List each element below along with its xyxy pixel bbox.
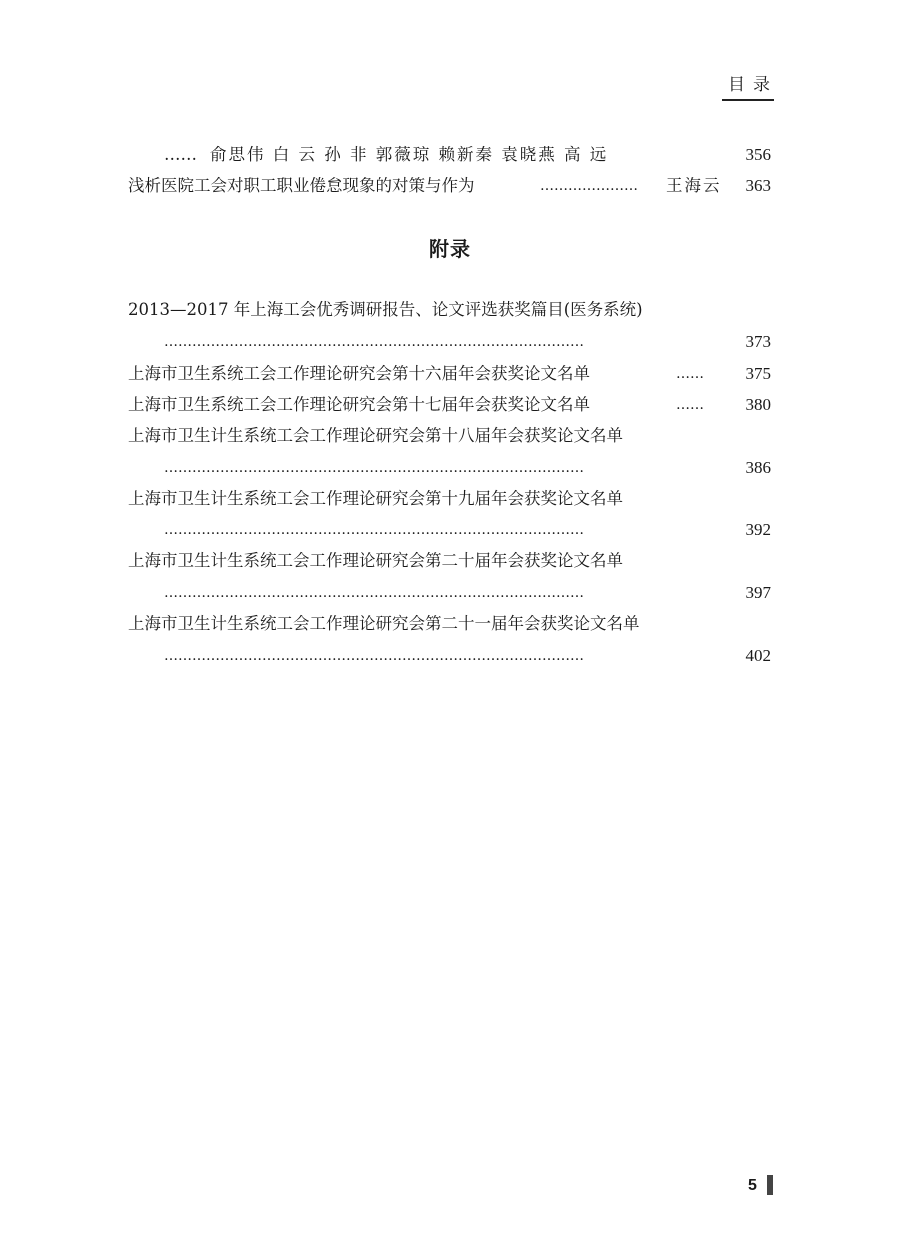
toc-leader: ………………………………………………………………………………: [164, 585, 584, 601]
appendix-entry-title: [128, 549, 771, 573]
appendix-entry-leader-line: [128, 456, 771, 480]
appendix-entry-title: [128, 298, 771, 322]
toc-page-number: 373: [745, 332, 771, 351]
toc-page-number: 402: [745, 646, 771, 665]
toc-leader: …………………: [540, 178, 638, 194]
toc-title: 上海市卫生计生系统工会工作理论研究会第二十一届年会获奖论文名单: [128, 614, 640, 633]
toc-entry-authors-continuation: [128, 143, 771, 167]
toc-title: 上海市卫生计生系统工会工作理论研究会第十九届年会获奖论文名单: [128, 489, 623, 508]
toc-page-number: 363: [745, 176, 771, 195]
header-rule: [722, 99, 774, 101]
toc-leader: ………………………………………………………………………………: [164, 334, 584, 350]
toc-leader: ……: [676, 397, 704, 413]
appendix-entry: [128, 393, 771, 417]
appendix-entry-leader-line: [128, 330, 771, 354]
appendix-entry-title: [128, 612, 771, 636]
toc-title: 上海市卫生计生系统工会工作理论研究会第十八届年会获奖论文名单: [128, 426, 623, 445]
toc-authors: 俞思伟 白 云 孙 非 郭薇琼 赖新秦 袁晓燕 高 远: [210, 145, 609, 164]
toc-leader: ……: [164, 145, 197, 164]
appendix-entry-title: [128, 424, 771, 448]
appendix-entry-title: [128, 487, 771, 511]
toc-leader: ………………………………………………………………………………: [164, 648, 584, 664]
toc-page-number: 392: [745, 520, 771, 539]
page-header-title: 目录: [728, 75, 778, 95]
toc-leader: ………………………………………………………………………………: [164, 460, 584, 476]
toc-entry: [128, 174, 771, 198]
toc-title: 2013—2017 年上海工会优秀调研报告、论文评选获奖篇目(医务系统): [128, 300, 643, 319]
toc-leader: ……: [676, 366, 704, 382]
appendix-entry-leader-line: [128, 518, 771, 542]
toc-page-number: 356: [745, 145, 771, 164]
toc-leader: ………………………………………………………………………………: [164, 522, 584, 538]
footer-bar: [767, 1175, 773, 1195]
toc-page-number: 380: [745, 395, 771, 414]
toc-authors: 王海云: [666, 176, 722, 195]
toc-title: 上海市卫生计生系统工会工作理论研究会第二十届年会获奖论文名单: [128, 551, 623, 570]
appendix-entry: [128, 362, 771, 386]
toc-page-number: 397: [745, 583, 771, 602]
page-number: 5: [748, 1177, 757, 1194]
section-title-appendix: 附录: [429, 237, 471, 261]
toc-page-number: 375: [745, 364, 771, 383]
toc-page-number: 386: [745, 458, 771, 477]
toc-title: 上海市卫生系统工会工作理论研究会第十七届年会获奖论文名单: [128, 395, 590, 414]
toc-title: 浅析医院工会对职工职业倦怠现象的对策与作为: [128, 176, 475, 195]
appendix-entry-leader-line: [128, 581, 771, 605]
toc-title: 上海市卫生系统工会工作理论研究会第十六届年会获奖论文名单: [128, 364, 590, 383]
appendix-entry-leader-line: [128, 644, 771, 668]
